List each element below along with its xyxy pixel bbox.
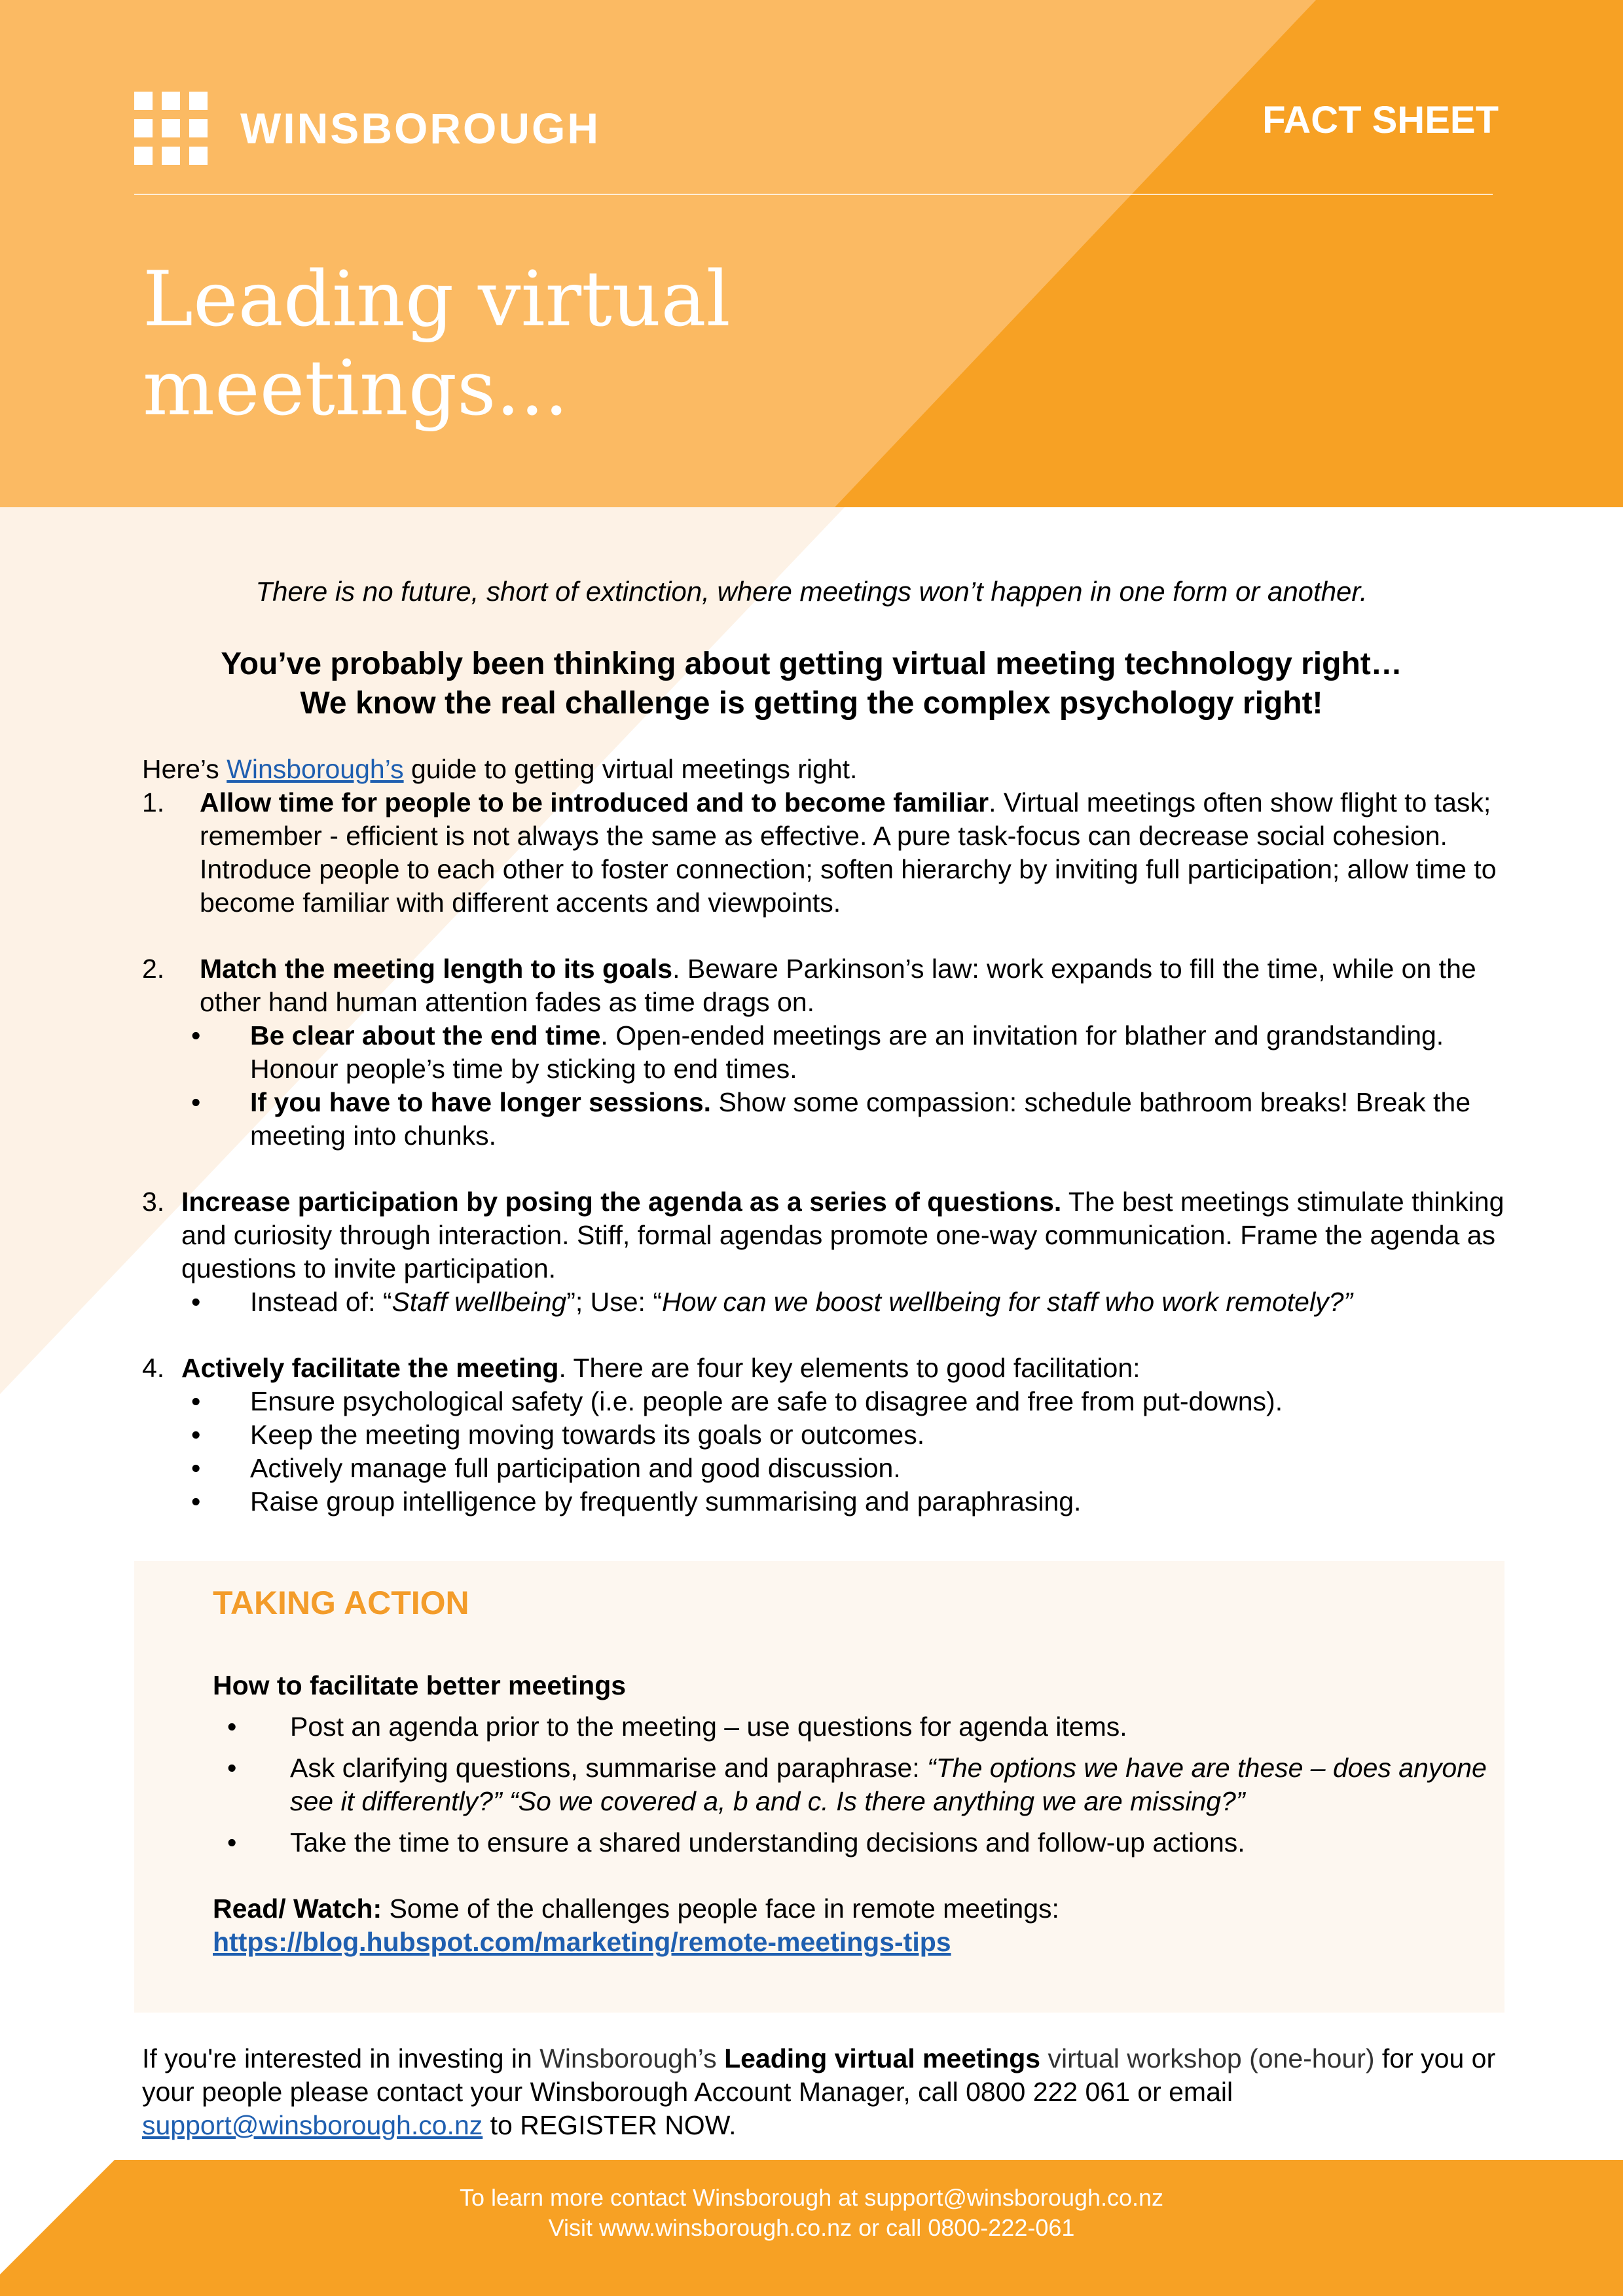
headline: You’ve probably been thinking about getting virtual meeting technology right… We know the real challenge is getting the complex psychology right! [221,647,1402,721]
page-title: Leading virtual meetings... [143,255,731,433]
action-bullet-1: • Post an agenda prior to the meeting – use questions for agenda items. [227,1712,1127,1742]
bullet-facilitation-4: • Raise group intelligence by frequently summarising and paraphrasing. [191,1486,1082,1516]
list-item-3: 3. Increase participation by posing the agenda as a series of questions. The best meetings stimulate thinking and curiosity through interaction. Stiff, formal agendas promote one-way communication. Frame the agenda as questions to invite participation. [142,1187,1504,1283]
taking-action-body [213,1669,1496,1959]
winsborough-link[interactable]: Winsborough’s [227,754,404,784]
bullet-end-time: • Be clear about the end time. Open-ended meetings are an invitation for blather and grandstanding. Honour people’s time by sticking to end times. [191,1020,1444,1084]
footer-contact: To learn more contact Winsborough at support@winsborough.co.nz Visit www.winsborough.co.nz or call 0800-222-061 [459,2184,1164,2241]
bullet-longer-sessions: • If you have to have longer sessions. Show some compassion: schedule bathroom breaks! Break the meeting into chunks. [191,1087,1471,1151]
action-bullet-3: • Take the time to ensure a shared understanding decisions and follow-up actions. [227,1827,1245,1857]
list-item-2: 2. Match the meeting length to its goals. Beware Parkinson’s law: work expands to fill the time, while on the other hand human attention fades as time drags on. [142,954,1476,1017]
taking-action-subtitle: How to facilitate better meetings [213,1670,627,1700]
list-item-1: 1. Allow time for people to be introduced and to become familiar. Virtual meetings often show flight to task; remember - efficient is not always the same as effective. A pure task-focus can decrease social cohesion. Introduce people to each other to foster connection; soften hierarchy by inviting full participation; allow time to become familiar with different accents and viewpoints. [142,787,1497,918]
support-email-link[interactable]: support@winsborough.co.nz [142,2110,483,2140]
taking-action-title: TAKING ACTION [213,1585,469,1621]
logo-grid-icon [134,92,208,165]
bullet-facilitation-1: • Ensure psychological safety (i.e. people are safe to disagree and free from put-downs). [191,1386,1283,1416]
main-content [142,753,1537,1518]
closing-paragraph: If you're interested in investing in Winsborough’s Leading virtual meetings virtual workshop (one-hour) for you or your people please contact your Winsborough Account Manager, call 0800 222 061 or email support@winsborough.co.nz to REGISTER NOW. [142,2043,1496,2140]
bullet-facilitation-3: • Actively manage full participation and good discussion. [191,1453,901,1483]
brand-name: WINSBOROUGH [240,104,600,152]
action-bullet-2: • Ask clarifying questions, summarise and paraphrase: “The options we have are these – does anyone see it differently?” “So we covered a, b and c. Is there anything we are missing?” [227,1753,1487,1816]
list-item-4: 4. Actively facilitate the meeting. There are four key elements to good facilitation: [142,1353,1140,1383]
bullet-facilitation-2: • Keep the meeting moving towards its goals or outcomes. [191,1420,925,1450]
brand-logo [134,92,600,165]
bullet-agenda-example: • Instead of: “Staff wellbeing”; Use: “How can we boost wellbeing for staff who work remotely?” [191,1287,1353,1317]
intro-quote: There is no future, short of extinction, where meetings won’t happen in one form or another. [255,576,1368,607]
hubspot-link[interactable]: https://blog.hubspot.com/marketing/remote-meetings-tips [213,1927,951,1957]
header-divider [134,194,1493,195]
intro-line: Here’s Winsborough’s guide to getting virtual meetings right. [142,754,858,784]
fact-sheet-label: FACT SHEET [1262,99,1499,141]
read-watch: Read/ Watch: Some of the challenges people face in remote meetings: [213,1893,1059,1924]
